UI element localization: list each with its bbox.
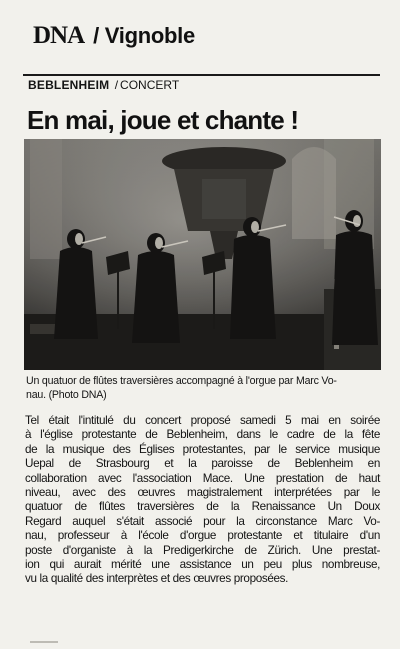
- newspaper-logo: DNA: [33, 22, 85, 49]
- caption-line: Un quatuor de flûtes traversières accompagné à l'orgue par Marc Vo-: [26, 375, 337, 387]
- kicker: [28, 78, 179, 92]
- body-line: poste d'organiste à la Predigerkirche de Zürich. Une prestat-: [25, 543, 380, 557]
- article-body: [25, 414, 380, 587]
- kicker-location: BEBLENHEIM: [28, 78, 110, 92]
- kicker-rule: [23, 74, 380, 76]
- section-title: / Vignoble: [93, 23, 195, 48]
- body-line: Uepal de Strasbourg et la paroisse de Beblenheim en: [25, 457, 380, 471]
- article-headline: En mai, joue et chante !: [27, 105, 299, 135]
- body-line: nau, professeur à l'école d'orgue protestante et titulaire d'un: [25, 529, 380, 543]
- footer-mark: [30, 641, 58, 643]
- masthead: [33, 22, 195, 50]
- body-line: ion qui aurait mérité une assistance un peu plus nombreuse,: [25, 557, 380, 571]
- body-line: vu la qualité des interprètes et des œuvres proposées.: [25, 572, 289, 586]
- body-line: Tel était l'intitulé du concert proposé samedi 5 mai en soirée: [25, 414, 380, 427]
- kicker-category: CONCERT: [120, 78, 180, 92]
- body-line: Regard auquel s'était associé pour la circonstance Marc Vo-: [25, 514, 380, 528]
- body-line: de la musique des Églises protestantes, par le service musique: [25, 442, 380, 456]
- body-line: niveau, avec des œuvres magistralement interprétées par le: [25, 485, 380, 499]
- kicker-separator: /: [114, 78, 119, 92]
- photo-caption: [26, 374, 378, 402]
- body-line: à l'église protestante de Beblenheim, dans le cadre de la fête: [25, 428, 380, 442]
- body-line: collaboration avec l'association Mace. Une prestation de haut: [25, 471, 380, 485]
- concert-photo: [24, 139, 381, 370]
- caption-line: nau. (Photo DNA): [26, 389, 107, 401]
- photo-credit: (Photo DNA): [48, 389, 107, 401]
- body-line: quatuor de flûtes traversières de la Renaissance Un Doux: [25, 500, 380, 514]
